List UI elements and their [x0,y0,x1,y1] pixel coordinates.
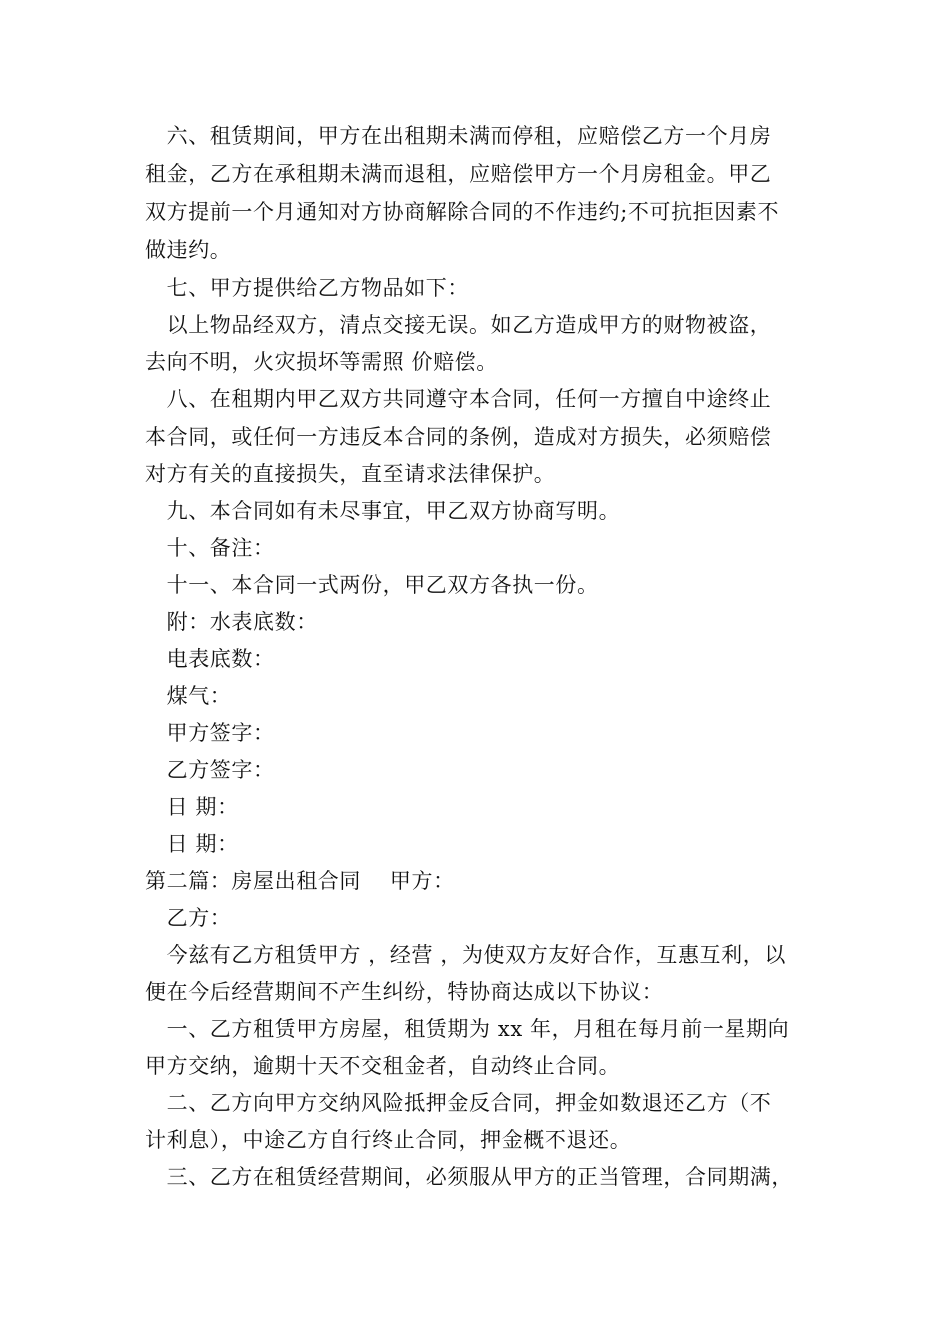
text-line: 乙方： [145,906,232,930]
text-line: 一、乙方租赁甲方房屋，租赁期为 xx 年，月租在每月前一星期向 [145,1017,790,1041]
text-line: 做违约。 [145,238,232,262]
text-line: 以上物品经双方，清点交接无误。如乙方造成甲方的财物被盗， [145,313,772,337]
text-line: 日 期： [145,832,239,856]
section-heading: 第二篇：房屋出租合同 甲方： [145,869,455,893]
text-line: 双方提前一个月通知对方协商解除合同的不作违约;不可抗拒因素不 [145,200,780,224]
text-line: 二、乙方向甲方交纳风险抵押金反合同，押金如数退还乙方（不 [145,1091,772,1115]
text-line: 日 期： [145,795,239,819]
text-line: 七、甲方提供给乙方物品如下： [145,276,469,300]
text-line: 甲方签字： [145,721,275,745]
text-line: 去向不明，火灾损坏等需照 价赔偿。 [145,350,498,374]
text-line: 十一、本合同一式两份，甲乙双方各执一份。 [145,573,599,597]
text-line: 十、备注： [145,536,275,560]
text-line: 对方有关的直接损失，直至请求法律保护。 [145,462,556,486]
text-line: 本合同，或任何一方违反本合同的条例，造成对方损失，必须赔偿 [145,425,772,449]
text-line: 乙方签字： [145,758,275,782]
text-line: 八、在租期内甲乙双方共同遵守本合同，任何一方擅自中途终止 [145,387,772,411]
text-line: 租金，乙方在承租期未满而退租，应赔偿甲方一个月房租金。甲乙 [145,162,772,186]
text-line: 今兹有乙方租赁甲方 ，经营 ，为使双方友好合作，互惠互利，以 [145,943,786,967]
text-line: 三、乙方在租赁经营期间，必须服从甲方的正当管理，合同期满， [145,1165,793,1189]
text-line: 计利息），中途乙方自行终止合同，押金概不退还。 [145,1128,632,1152]
text-line: 六、租赁期间，甲方在出租期未满而停租，应赔偿乙方一个月房 [145,124,772,148]
text-line: 便在今后经营期间不产生纠纷，特协商达成以下协议： [145,980,664,1004]
text-line: 附：水表底数： [145,610,318,634]
text-line: 九、本合同如有未尽事宜，甲乙双方协商写明。 [145,499,621,523]
text-line: 甲方交纳，逾期十天不交租金者，自动终止合同。 [145,1054,621,1078]
text-line: 煤气： [145,684,232,708]
text-line: 电表底数： [145,647,275,671]
